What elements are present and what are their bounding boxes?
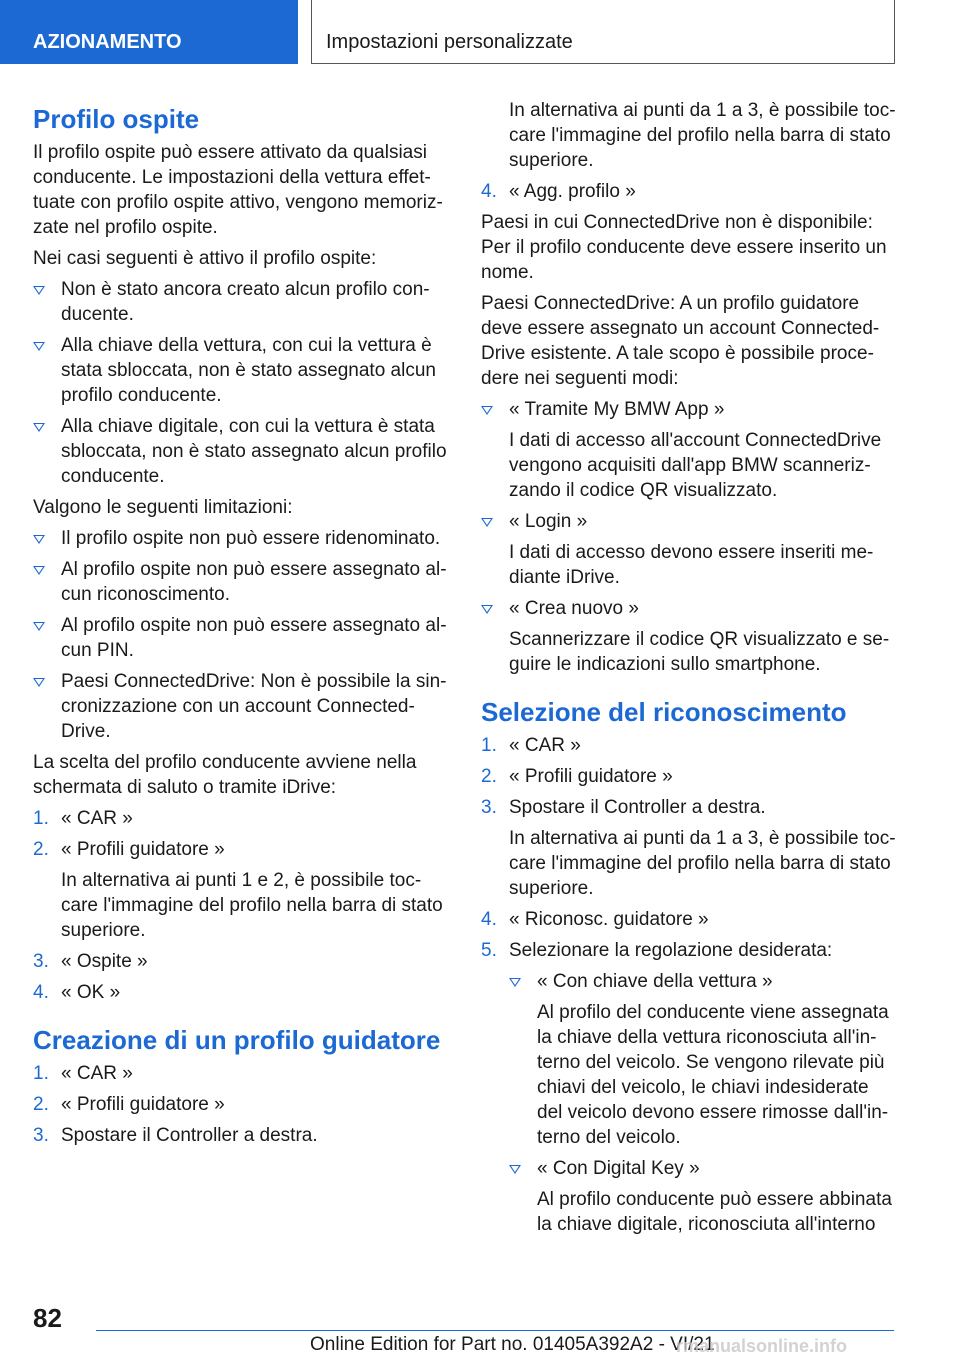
triangle-bullet-icon: [33, 622, 45, 631]
step-item: 4. « Riconosc. guidatore »: [481, 909, 709, 930]
triangle-bullet-icon: [33, 566, 45, 575]
heading-select-recognition: Selezione del riconoscimento: [481, 697, 847, 727]
step-item: 2. « Profili guidatore »: [33, 1094, 225, 1115]
paragraph: La scelta del profilo conducente avviene nella schermata di saluto o tramite iDrive:: [33, 752, 417, 798]
bullet-item: « Crea nuovo » Scannerizzare il codice QR visualizzato e seguire le indicazioni sullo smartphone.: [481, 596, 897, 677]
triangle-bullet-icon: [509, 1165, 521, 1174]
paragraph: Valgono le seguenti limitazioni:: [33, 497, 293, 518]
triangle-bullet-icon: [33, 286, 45, 295]
bullet-item: Paesi ConnectedDrive: Non è possibile la sincronizzazione con un account ConnectedDrive.: [33, 669, 448, 744]
step-item: 1. « CAR »: [33, 808, 133, 829]
heading-create-profile: Creazione di un profilo guidatore: [33, 1025, 441, 1055]
step-item: 1. « CAR »: [481, 735, 581, 756]
watermark: rmanualsonline.info: [676, 1336, 848, 1356]
paragraph: Paesi ConnectedDrive: A un profilo guidatore deve essere assegnato un account ConnectedDrive esistente. A tale scopo è possibile procedere nei seguenti modi:: [481, 293, 880, 389]
bullet-item: « Login » I dati di accesso devono essere inseriti mediante iDrive.: [481, 509, 897, 590]
step-continuation: In alternativa ai punti da 1 a 3, è possibile toccare l'immagine del profilo nella barra di stato superiore.: [509, 100, 896, 171]
step-item: 4. « OK »: [33, 982, 121, 1003]
paragraph: Paesi in cui ConnectedDrive non è disponibile: Per il profilo conducente deve essere inserito un nome.: [481, 212, 887, 283]
bullet-item: « Con Digital Key » Al profilo conducente può essere abbinata la chiave digitale, riconosciuta all'interno: [509, 1156, 897, 1237]
triangle-bullet-icon: [33, 535, 45, 544]
bullet-item: Al profilo ospite non può essere assegnato alcun PIN.: [33, 613, 448, 663]
bullet-item: Alla chiave digitale, con cui la vettura è stata sbloccata, non è stato assegnato alcun profilo conducente.: [33, 414, 448, 489]
bullet-item: « Tramite My BMW App » I dati di accesso all'account ConnectedDrive vengono acquisiti dall'app BMW scannerizzando il codice QR visualizzato.: [481, 397, 897, 503]
footer-edition: Online Edition for Part no. 01405A392A2 - VI/21: [310, 1334, 715, 1355]
triangle-bullet-icon: [33, 678, 45, 687]
paragraph: Nei casi seguenti è attivo il profilo ospite:: [33, 248, 377, 269]
paragraph: Il profilo ospite può essere attivato da qualsiasi conducente. Le impostazioni della vettura effettuate con profilo ospite attivo, vengono memorizzate nel profilo ospite.: [33, 142, 443, 238]
footer-divider: [96, 1330, 894, 1331]
triangle-bullet-icon: [33, 342, 45, 351]
right-column: [481, 98, 897, 1249]
step-item: 4. « Agg. profilo »: [481, 181, 636, 202]
bullet-item: Non è stato ancora creato alcun profilo conducente.: [33, 277, 448, 327]
header-section-tab: AZIONAMENTO: [0, 0, 298, 64]
bullet-item: Alla chiave della vettura, con cui la vettura è stata sbloccata, non è stato assegnato alcun profilo conducente.: [33, 333, 448, 408]
triangle-bullet-icon: [481, 518, 493, 527]
triangle-bullet-icon: [509, 978, 521, 987]
bullet-item: « Con chiave della vettura » Al profilo del conducente viene assegnata la chiave della vettura riconosciuta all'interno del veicolo. Se vengono rilevate più chiavi del veicolo, le chiavi indesiderate del veicolo devono essere rimosse dall'interno del veicolo.: [509, 969, 897, 1150]
left-column: [33, 102, 448, 1154]
triangle-bullet-icon: [33, 423, 45, 432]
step-item: 2. « Profili guidatore »: [481, 766, 673, 787]
step-item: 5. Selezionare la regolazione desiderata: « Con chiave della vettura » Al profilo del conducente viene assegnata la chiave della vettura riconosciuta all'interno del veicolo. Se vengono rilevate più chiavi del veicolo, le chiavi indesiderate del veicolo devono essere rimosse dall'interno del veicolo. « Con Digital Key » Al profilo conducente può essere abbinata la chiave digitale, riconosciuta all'interno: [481, 938, 897, 1243]
bullet-item: Il profilo ospite non può essere ridenominato.: [33, 526, 448, 551]
step-item: 1. « CAR »: [33, 1063, 133, 1084]
triangle-bullet-icon: [481, 406, 493, 415]
step-item: 3. Spostare il Controller a destra. In alternativa ai punti da 1 a 3, è possibile toccare l'immagine del profilo nella barra di stato superiore.: [481, 797, 896, 899]
step-item: 2. « Profili guidatore » In alternativa ai punti 1 e 2, è possibile toccare l'immagine del profilo nella barra di stato superiore.: [33, 839, 443, 941]
heading-guest-profile: Profilo ospite: [33, 104, 200, 134]
bullet-item: Al profilo ospite non può essere assegnato alcun riconoscimento.: [33, 557, 448, 607]
step-item: 3. « Ospite »: [33, 951, 148, 972]
page-number: 82: [33, 1303, 62, 1333]
triangle-bullet-icon: [481, 605, 493, 614]
header-chapter-title: Impostazioni personalizzate: [311, 0, 895, 64]
step-item: 3. Spostare il Controller a destra.: [33, 1125, 318, 1146]
